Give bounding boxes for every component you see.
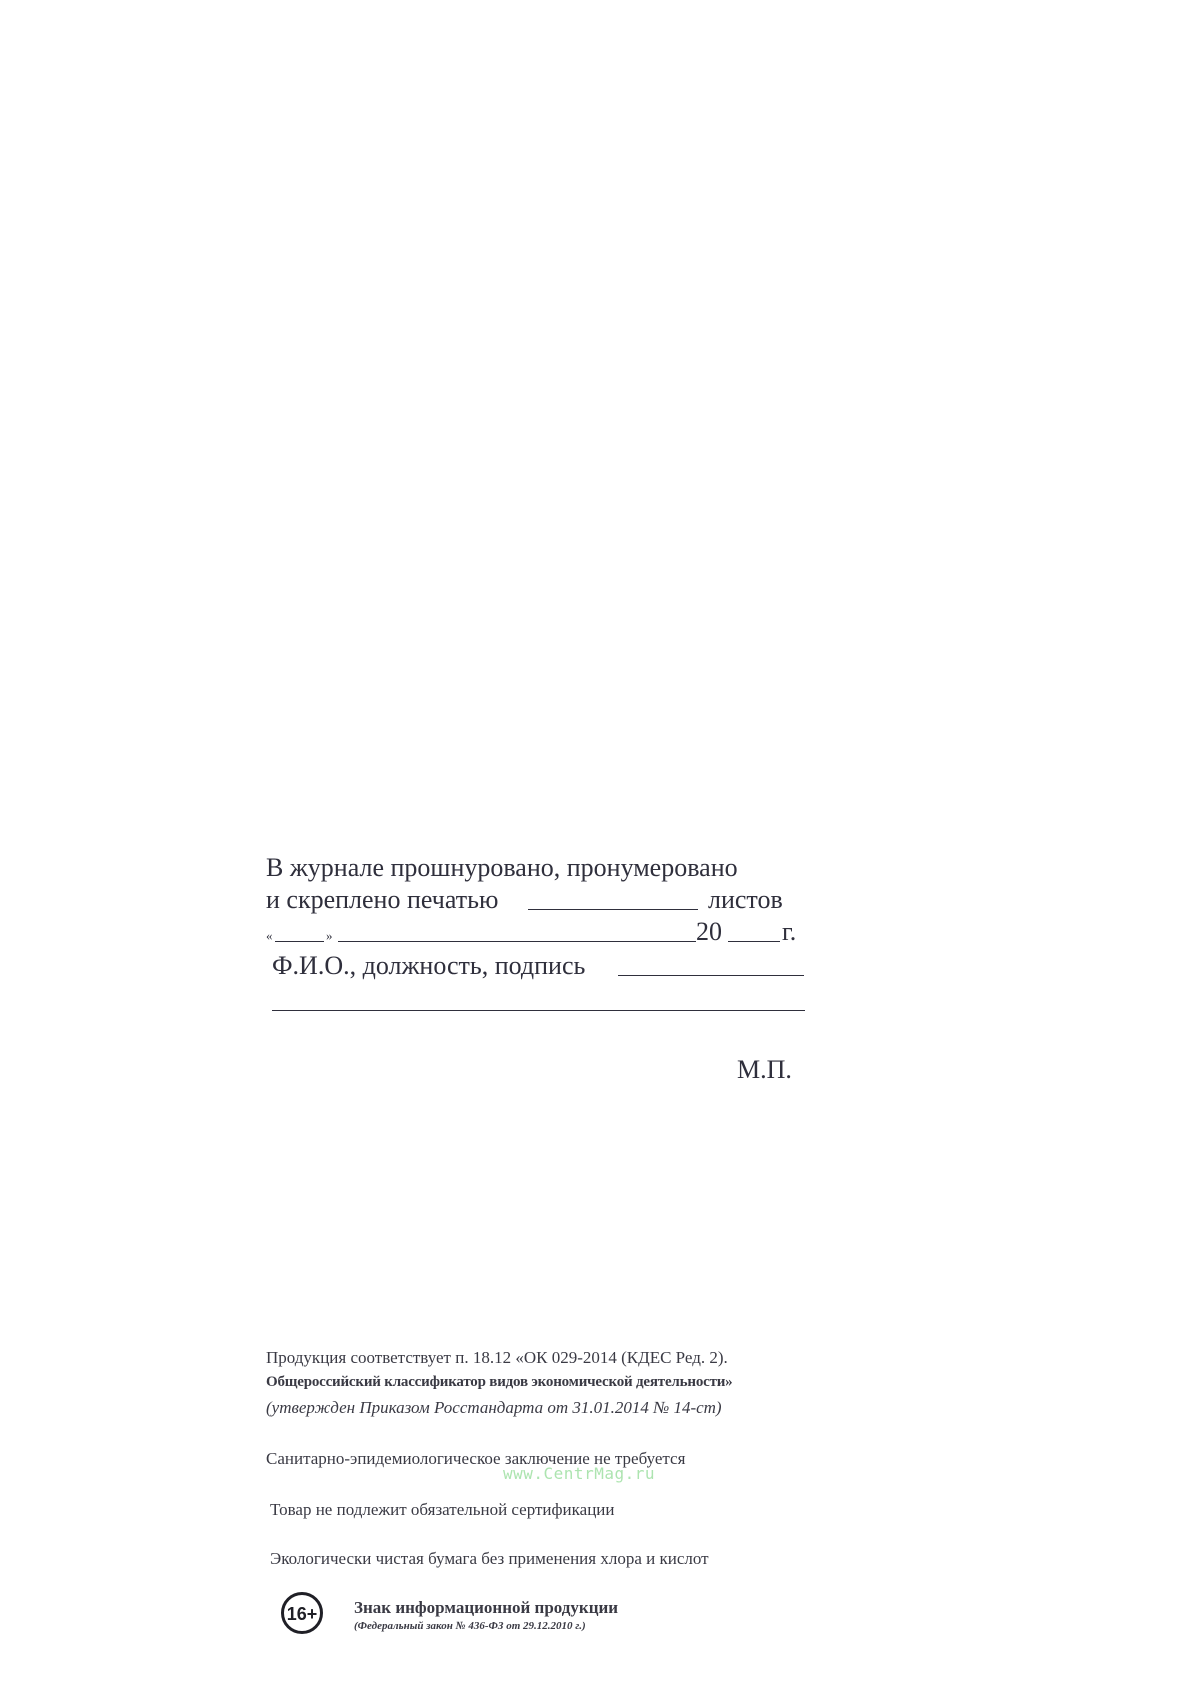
certification-note: Товар не подлежит обязательной сертификации [270,1500,615,1519]
sanitary-note: Санитарно-эпидемиологическое заключение не требуется [266,1449,686,1468]
signature-label: Ф.И.О., должность, подпись [272,951,586,980]
cert-date-line [266,916,806,948]
eco-paper-note: Экологически чистая бумага без применения хлора и кислот [270,1549,709,1568]
stamp-place-label: М.П. [737,1055,792,1084]
cert-line-2 [266,884,806,916]
signature-blank[interactable] [618,953,804,976]
sheets-unit: листов [708,885,783,914]
year-blank[interactable] [728,919,780,942]
day-blank[interactable] [275,919,324,942]
certification-block [266,852,806,980]
cert-line-1: В журнале прошнуровано, пронумеровано [266,853,738,882]
month-blank[interactable] [338,919,696,942]
date-open-quote: « [266,928,273,943]
year-suffix: г. [782,917,797,946]
cert-signature-line [266,948,806,980]
age-rating-badge-icon [280,1591,324,1635]
conformity-line-2: Общероссийский классификатор видов экономической деятельности» [266,1374,733,1390]
conformity-line-3: (утвержден Приказом Росстандарта от 31.01.2014 № 14-ст) [266,1398,722,1417]
date-close-quote: » [326,928,333,943]
sheet-count-blank[interactable] [528,887,698,910]
age-badge-text: 16+ [286,1604,318,1624]
age-label: Знак информационной продукции [354,1598,619,1617]
conformity-line-1: Продукция соответствует п. 18.12 «ОК 029-2014 (КДЕС Ред. 2). [266,1348,728,1367]
sealed-label: и скреплено печатью [266,885,499,914]
signature-continuation-blank[interactable] [272,1010,805,1011]
site-watermark: www.CentrMag.ru [503,1464,655,1483]
year-prefix: 20 [696,917,722,946]
age-law-reference: (Федеральный закон № 436-ФЗ от 29.12.2010 г.) [354,1620,586,1632]
